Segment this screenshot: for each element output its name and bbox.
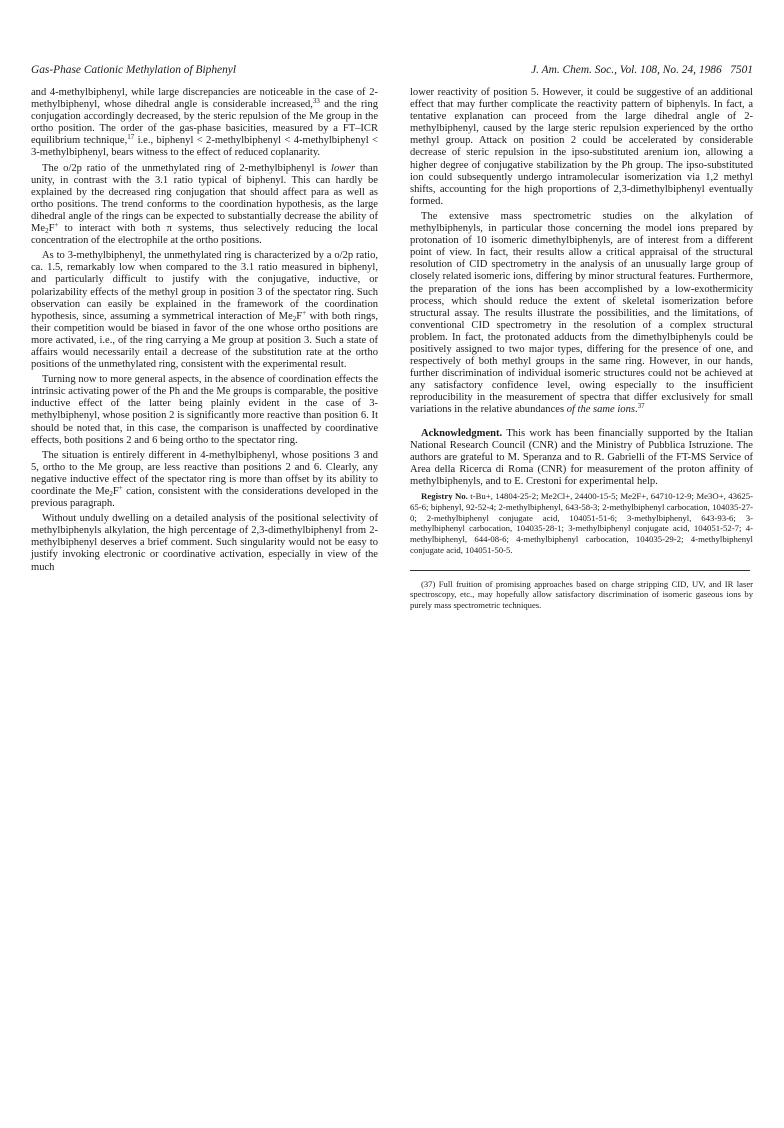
running-header xyxy=(31,64,753,80)
journal-citation: J. Am. Chem. Soc., Vol. 108, No. 24, 1986 7501 xyxy=(531,64,753,76)
acknowledgment: Acknowledgment. This work has been financially supported by the Italian National Research Council (CNR) and the Ministry of Pubblica Istruzione. The authors are grateful to M. Speranza and to R. Gabrielli of the FT-MS Service of Area della Ricerca di Roma (CNR) for measurement of the proton affinity of methylbiphenyls, and to E. Crestoni for experimental help. xyxy=(410,427,753,487)
registry-numbers: Registry No. t-Bu+, 14804-25-2; Me2Cl+, 24400-15-5; Me2F+, 64710-12-9; Me3O+, 43625-65-6; biphenyl, 92-52-4; 2-methylbiphenyl, 643-58-3; 2-methylbiphenyl carbocation, 104035-27-0; 2-methylbiphenyl conjugate acid, 104051-51-6; 3-methylbiphenyl, 643-93-6; 3-methylbiphenyl carbocation, 104035-28-1; 3-methylbiphenyl conjugate acid, 104051-52-7; 4-methylbiphenyl, 644-08-6; 4-methylbiphenyl carbocation, 104035-29-2; 4-methylbiphenyl conjugate acid, 104051-50-5. xyxy=(410,491,753,555)
right-column xyxy=(410,87,753,610)
left-column xyxy=(31,87,378,574)
paragraph: The extensive mass spectrometric studies on the alkylation of methylbiphenyls, in particular those concerning the model ions prepared by protonation of 10 isomeric dimethylbiphenyls, are of interest from a different point of view. In fact, their results allow a critical appraisal of the structural resolution of CID spectrometry in the analysis of an unusually large group of closely related isomeric ions, differing by minor structural features. Furthermore, the preparation of the ions has been accomplished by a low-exothermicity process, which should reduce the extent of skeletal isomerization before structural assay. The results illustrate the possibilities, and the limitations, of conventional CID spectrometry in the resolution of a complex structural problem. In fact, the protonated adducts from the dimethylbiphenyls could be positively assigned to two major types, differing for the presence of one, and respectively of both methyl groups in the same ring. However, in our hands, further discrimination of individual isomeric structures could not be achieved at any satisfactory confidence level, owing especially to the insufficient reproducibility in the measurement of spectra that differ exclusively for small variations in the relative abundances of the same ions.$^{37}$ xyxy=(410,210,753,416)
paragraph: The o/2p ratio of the unmethylated ring of 2-methylbiphenyl is lower than unity, in contrast with the 3.1 ratio typical of biphenyl. This can hardly be explained by the decreased ring conjugation that should affect para as well as ortho positions. The trend conforms to the coordination hypothesis, as the large dihedral angle of the rings can be expected to substantially decrease the ability of $Me_2F^+$ to interact with both π systems, thus selectively reducing the local concentration of the electrophile at the ortho positions. xyxy=(31,162,379,247)
acknowledgment-heading: Acknowledgment. xyxy=(421,427,503,439)
paragraph: Without unduly dwelling on a detailed analysis of the positional selectivity of methylbiphenyls alkylation, the high percentage of 2,3-dimethylbiphenyl from 2-methylbiphenyl deserves a brief comment. Such singularity would not be easy to justify invoking electronic or coordinative activation, especially in view of the much xyxy=(31,513,378,573)
running-title: Gas-Phase Cationic Methylation of Biphenyl xyxy=(31,64,236,76)
page-number: 7501 xyxy=(730,64,753,76)
paragraph: As to 3-methylbiphenyl, the unmethylated ring is characterized by a o/2p ratio, ca. 1.5, remarkably low when compared to the 3.1 ratio measured in biphenyl, and particularly difficult to justify with the conjugative, inductive, or polarizability effects of the methyl group in position 3 of the spectator ring. Such observation can easily be explained in the framework of the coordination hypothesis, since, assuming a symmetrical interaction of $Me_2F^+$ with both rings, their competition would be biased in favor of the one whose ortho positions are more activated, i.e., of the ring carrying a Me group at position 3. Such a state of affairs would necessarily entail a decrease of the substitution rate at the ortho positions of the unmethylated ring, consistent with the experimental result. xyxy=(31,250,378,371)
registry-heading: Registry No. xyxy=(421,491,468,501)
paragraph: Turning now to more general aspects, in the absence of coordination effects the intrinsic activating power of the Ph and the Me groups is comparable, the positive inductive effect of the latter being plainly evident in the case of 3-methylbiphenyl, whose position 2 is significantly more reactive than position 6. It should be noted that, in this case, the comparison is unaffected by coordinative effects, both positions 2 and 6 being ortho to the spectator ring. xyxy=(31,374,378,446)
footnote-divider xyxy=(410,570,750,571)
paragraph: lower reactivity of position 5. However, it could be suggestive of an additional effect that may further complicate the reactivity pattern of biphenyls. In fact, a tentative explanation can proceed from the large dihedral angle of 2-methylbiphenyl, caused by the large steric repulsion experienced by the ortho methyl group. Attack on position 2 could be accelerated by considerable decrease of steric repulsion in the ipso-substituted arenium ion, allowing a higher degree of conjugative stabilization by the Ph group. The ipso-substituted ion could subsequently undergo intramolecular isomerization via 1,2 methyl shifts, accounting for the high proportions of 2,3-dimethylbiphenyl eventually formed. xyxy=(410,87,753,207)
footnote: (37) Full fruition of promising approaches based on charge stripping CID, UV, and IR laser spectroscopy, etc., may hopefully allow satisfactory discrimination of isomeric gaseous ions by purely mass spectrometric techniques. xyxy=(410,578,753,610)
paragraph: The situation is entirely different in 4-methylbiphenyl, whose positions 3 and 5, ortho to the Me group, are less reactive than positions 2 and 6. Clearly, any negative inductive effect of the spectator ring is more than offset by its ability to coordinate the $Me_2F^+$ cation, consistent with the considerations developed in the previous paragraph. xyxy=(31,449,379,510)
paragraph: and 4-methylbiphenyl, while large discrepancies are noticeable in the case of 2-methylbiphenyl, whose dihedral angle is considerable increased,$^{33}$ and the ring conjugation accordingly decreased, by the steric repulsion of the Me group in the ortho position. The order of the gas-phase basicities, measured by a FT–ICR equilibrium technique,$^{17}$ i.e., biphenyl < 2-methylbiphenyl < 4-methylbiphenyl < 3-methylbiphenyl, bears witness to the effect of reduced coplanarity. xyxy=(31,87,378,159)
